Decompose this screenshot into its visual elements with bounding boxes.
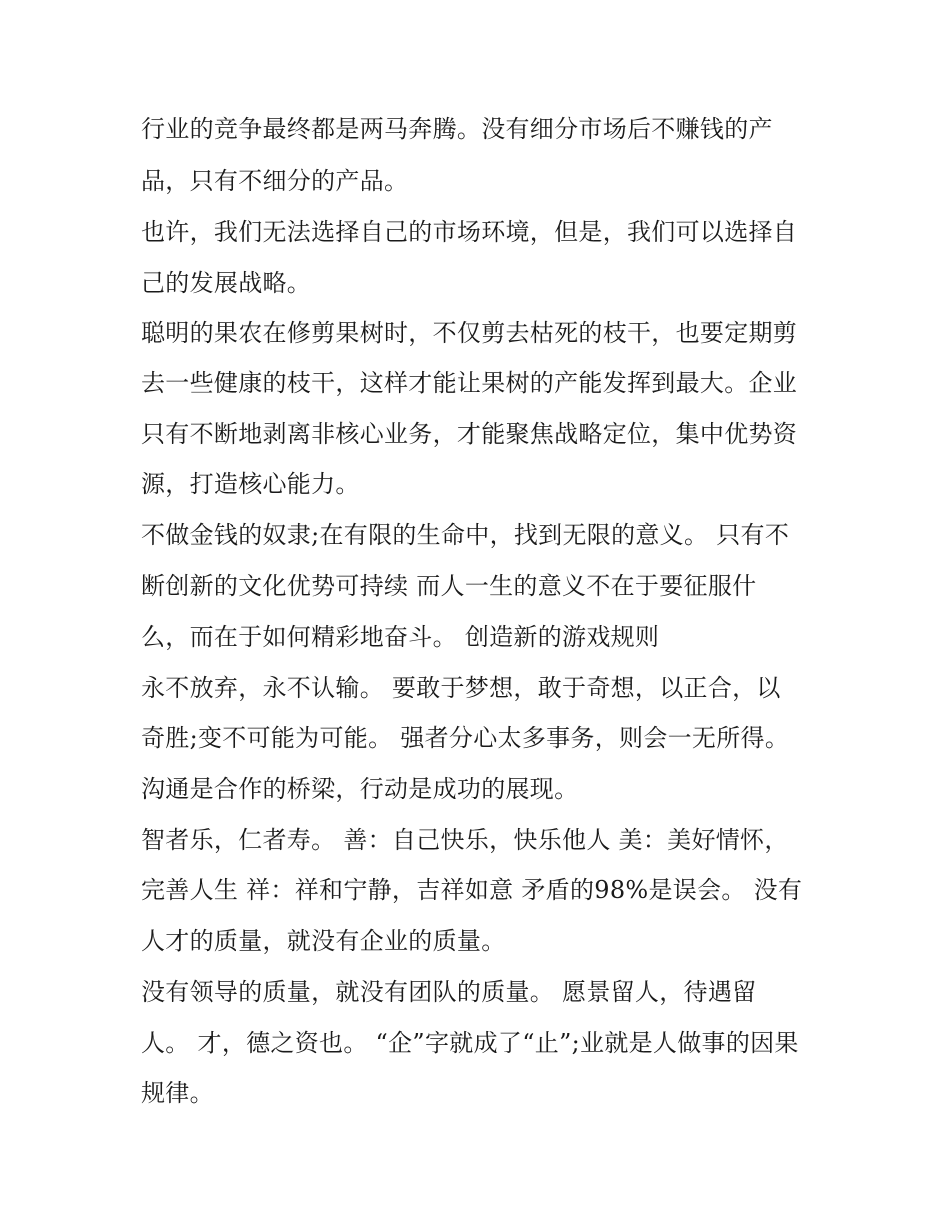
text-line: 么，而在于如何精彩地奋斗。 创造新的游戏规则 — [141, 623, 660, 651]
text-line: 人才的质量，就没有企业的质量。 — [141, 927, 506, 955]
text-line: 没有领导的质量，就没有团队的质量。 愿景留人，待遇留 — [141, 978, 757, 1006]
text-line: 源，打造核心能力。 — [141, 470, 360, 498]
text-line: 只有不断地剥离非核心业务，才能聚焦战略定位，集中优势资 — [141, 420, 798, 448]
text-line: 奇胜;变不可能为可能。 强者分心太多事务，则会一无所得。 — [141, 724, 790, 752]
text-line: 人。 才，德之资也。 “企”字就成了“止”;业就是人做事的因果 — [141, 1029, 799, 1057]
text-line: 规律。 — [141, 1079, 214, 1107]
text-line: 去一些健康的枝干，这样才能让果树的产能发挥到最大。企业 — [141, 369, 798, 397]
text-line: 完善人生 祥：祥和宁静，吉祥如意 矛盾的98%是误会。 没有 — [141, 876, 803, 904]
text-line: 沟通是合作的桥梁，行动是成功的展现。 — [141, 775, 579, 803]
text-line: 也许，我们无法选择自己的市场环境，但是，我们可以选择自 — [141, 218, 798, 246]
text-line: 断创新的文化优势可持续 而人一生的意义不在于要征服什 — [141, 572, 757, 600]
text-line: 品，只有不细分的产品。 — [141, 167, 409, 195]
text-line: 聪明的果农在修剪果树时，不仅剪去枯死的枝干，也要定期剪 — [141, 319, 798, 347]
text-line: 智者乐，仁者寿。 善：自己快乐，快乐他人 美：美好情怀， — [141, 826, 789, 854]
text-line: 行业的竞争最终都是两马奔腾。没有细分市场后不赚钱的产 — [141, 115, 773, 143]
text-line: 己的发展战略。 — [141, 269, 312, 297]
text-line: 永不放弃，永不认输。 要敢于梦想，敢于奇想，以正合，以 — [141, 674, 781, 702]
text-line: 不做金钱的奴隶;在有限的生命中，找到无限的意义。 只有不 — [141, 521, 790, 549]
